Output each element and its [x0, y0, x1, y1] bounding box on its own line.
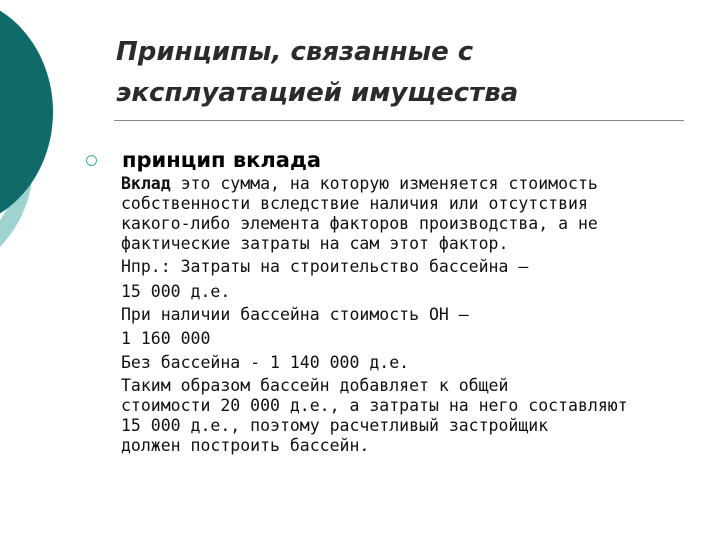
body-line-1 — [121, 174, 598, 194]
body-line-10: Таким образом бассейн добавляет к общей — [121, 376, 509, 395]
body-line-6: 15 000 д.е. — [121, 282, 231, 301]
slide-title-line-1: Принципы, связанные с — [116, 37, 474, 67]
body-line-9: Без бассейна - 1 140 000 д.е. — [121, 353, 410, 372]
circle-bullet-icon — [86, 155, 97, 166]
body-line-13: должен построить бассейн. — [121, 436, 370, 455]
body-line-1-text: это сумма, на которую изменяется стоимость — [180, 174, 598, 193]
body-line-3: какого-либо элемента факторов производства, а не — [121, 214, 598, 233]
body-line-8: 1 160 000 — [121, 329, 211, 348]
body-line-4: фактические затраты на сам этот фактор. — [121, 234, 509, 253]
body-line-5: Нпр.: Затраты на строительство бассейна – — [121, 257, 529, 276]
body-line-2: собственности вследствие наличия или отсутствия — [121, 194, 588, 213]
body-line-11: стоимости 20 000 д.е., а затраты на него составляют — [121, 396, 628, 415]
body-line-7: При наличии бассейна стоимость ОН – — [121, 305, 469, 324]
slide-title — [116, 32, 696, 114]
body-line-12: 15 000 д.е., поэтому расчетливый застройщик — [121, 416, 549, 435]
definition-term: Вклад — [121, 174, 171, 193]
slide-title-line-2: эксплуатацией имущества — [116, 78, 519, 108]
title-divider — [114, 120, 684, 121]
bullet-heading: принцип вклада — [122, 148, 322, 172]
